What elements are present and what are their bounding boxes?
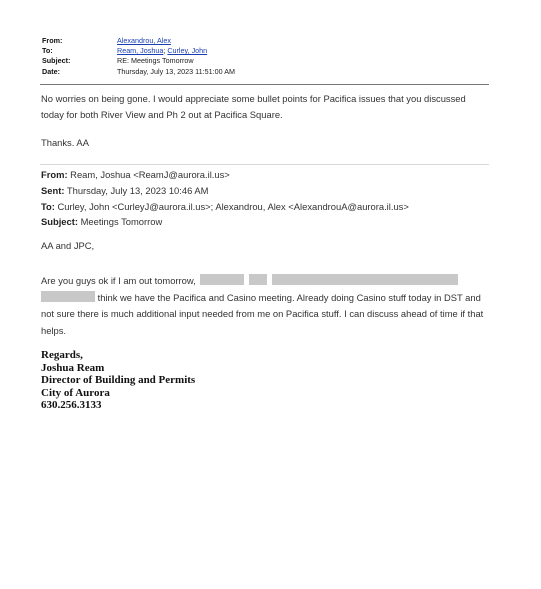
- fwd-to-value: Curley, John <CurleyJ@aurora.il.us>; Alexandrou, Alex <AlexandrouA@aurora.il.us>: [54, 200, 409, 212]
- to-link-curley[interactable]: Curley, John: [167, 46, 208, 56]
- quote-divider: [40, 164, 489, 165]
- from-link[interactable]: Alexandrou, Alex: [117, 36, 171, 45]
- date-row: [42, 67, 235, 77]
- from-label: From:: [42, 36, 63, 45]
- fwd-sent-row: [41, 183, 409, 199]
- fwd-from-value: Ream, Joshua <ReamJ@aurora.il.us>: [67, 169, 230, 180]
- date-value: Thursday, July 13, 2023 11:51:00 AM: [117, 66, 235, 76]
- fwd-from-label: From:: [41, 169, 68, 180]
- signature-title: Director of Building and Permits: [41, 374, 196, 387]
- fwd-subject-row: [41, 214, 409, 230]
- fwd-from-row: [41, 167, 409, 183]
- redaction-block: [200, 274, 244, 285]
- reply-thanks: Thanks. AA: [41, 137, 89, 148]
- redaction-block: [41, 291, 95, 302]
- from-row: [42, 36, 235, 46]
- signature-name: Joshua Ream: [41, 361, 105, 374]
- to-label: To:: [42, 46, 53, 56]
- subject-value: RE: Meetings Tomorrow: [117, 56, 194, 66]
- subject-row: [42, 56, 235, 66]
- to-row: [42, 46, 235, 56]
- redaction-block: [249, 274, 267, 285]
- fwd-to-label: To:: [41, 200, 55, 212]
- fwd-to-row: [41, 199, 409, 215]
- fwd-sent-label: Sent:: [41, 184, 65, 196]
- message-line-start: Are you guys ok if I am out tomorrow,: [41, 275, 196, 286]
- signature-block: [41, 349, 195, 412]
- forwarded-header: [41, 167, 409, 230]
- original-message: [41, 273, 491, 339]
- signature-regards: Regards,: [41, 349, 83, 361]
- email-header: [42, 36, 235, 77]
- header-divider: [40, 84, 489, 85]
- fwd-subject-label: Subject:: [41, 216, 78, 228]
- to-separator: ;: [163, 46, 166, 56]
- signature-phone: 630.256.3133: [41, 399, 102, 412]
- fwd-sent-value: Thursday, July 13, 2023 10:46 AM: [64, 184, 209, 196]
- message-line-rest: think we have the Pacifica and Casino meeting. Already doing Casino stuff today in DST and not sure there is much additional input needed from me on Pacifica stuff. I can discuss ahead of time if that helps.: [41, 291, 484, 336]
- fwd-subject-value: Meetings Tomorrow: [77, 216, 163, 228]
- signature-org: City of Aurora: [41, 386, 110, 399]
- to-link-ream[interactable]: Ream, Joshua: [117, 46, 164, 56]
- subject-label: Subject:: [42, 56, 71, 66]
- greeting: AA and JPC,: [41, 240, 95, 251]
- date-label: Date:: [42, 66, 60, 76]
- reply-paragraph: No worries on being gone. I would appreciate some bullet points for Pacifica issues that you discussed today for both River View and Ph 2 out at Pacifica Square.: [41, 93, 466, 120]
- redaction-block: [272, 274, 458, 285]
